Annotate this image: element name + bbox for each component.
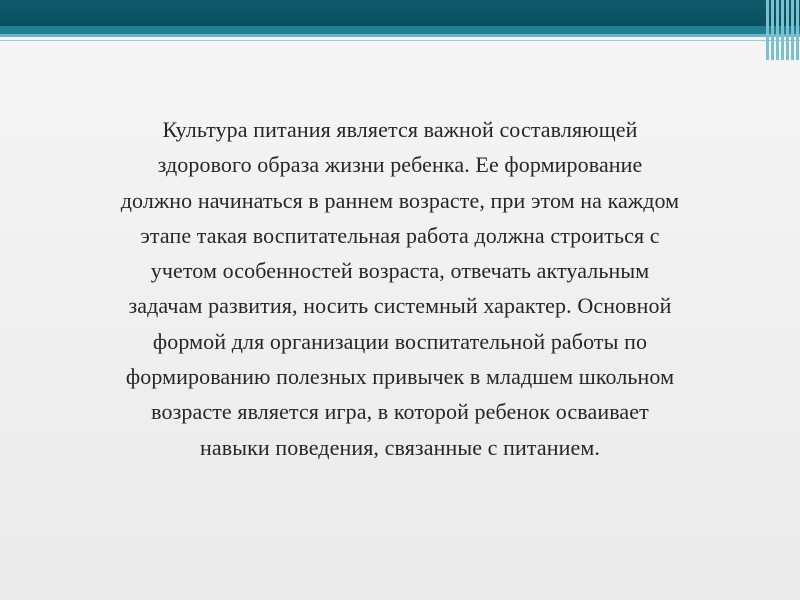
slide-body-text	[8, 112, 792, 465]
header-band-thin	[0, 40, 800, 41]
header-band-dark	[0, 0, 800, 26]
body-line: Культура питания является важной составляющей	[162, 117, 638, 142]
header-band-mid	[0, 26, 800, 34]
body-line: здорового образа жизни ребенка. Ее формирование	[157, 152, 643, 178]
header-band-light	[0, 34, 800, 37]
body-line: возрасте является игра, в которой ребенок осваивает	[151, 399, 649, 425]
body-line: этапе такая воспитательная работа должна строиться с	[140, 222, 660, 248]
body-line: формированию полезных привычек в младшем школьном	[125, 364, 675, 390]
body-line: задачам развития, носить системный характер. Основной	[128, 293, 672, 319]
body-line: учетом особенностей возраста, отвечать актуальным	[150, 258, 650, 284]
body-line: должно начинаться в раннем возрасте, при этом на каждом	[120, 187, 680, 213]
body-line: формой для организации воспитательной работы по	[152, 328, 648, 354]
corner-stripes-decoration	[764, 0, 800, 60]
body-line: навыки поведения, связанные с питанием.	[200, 434, 600, 460]
